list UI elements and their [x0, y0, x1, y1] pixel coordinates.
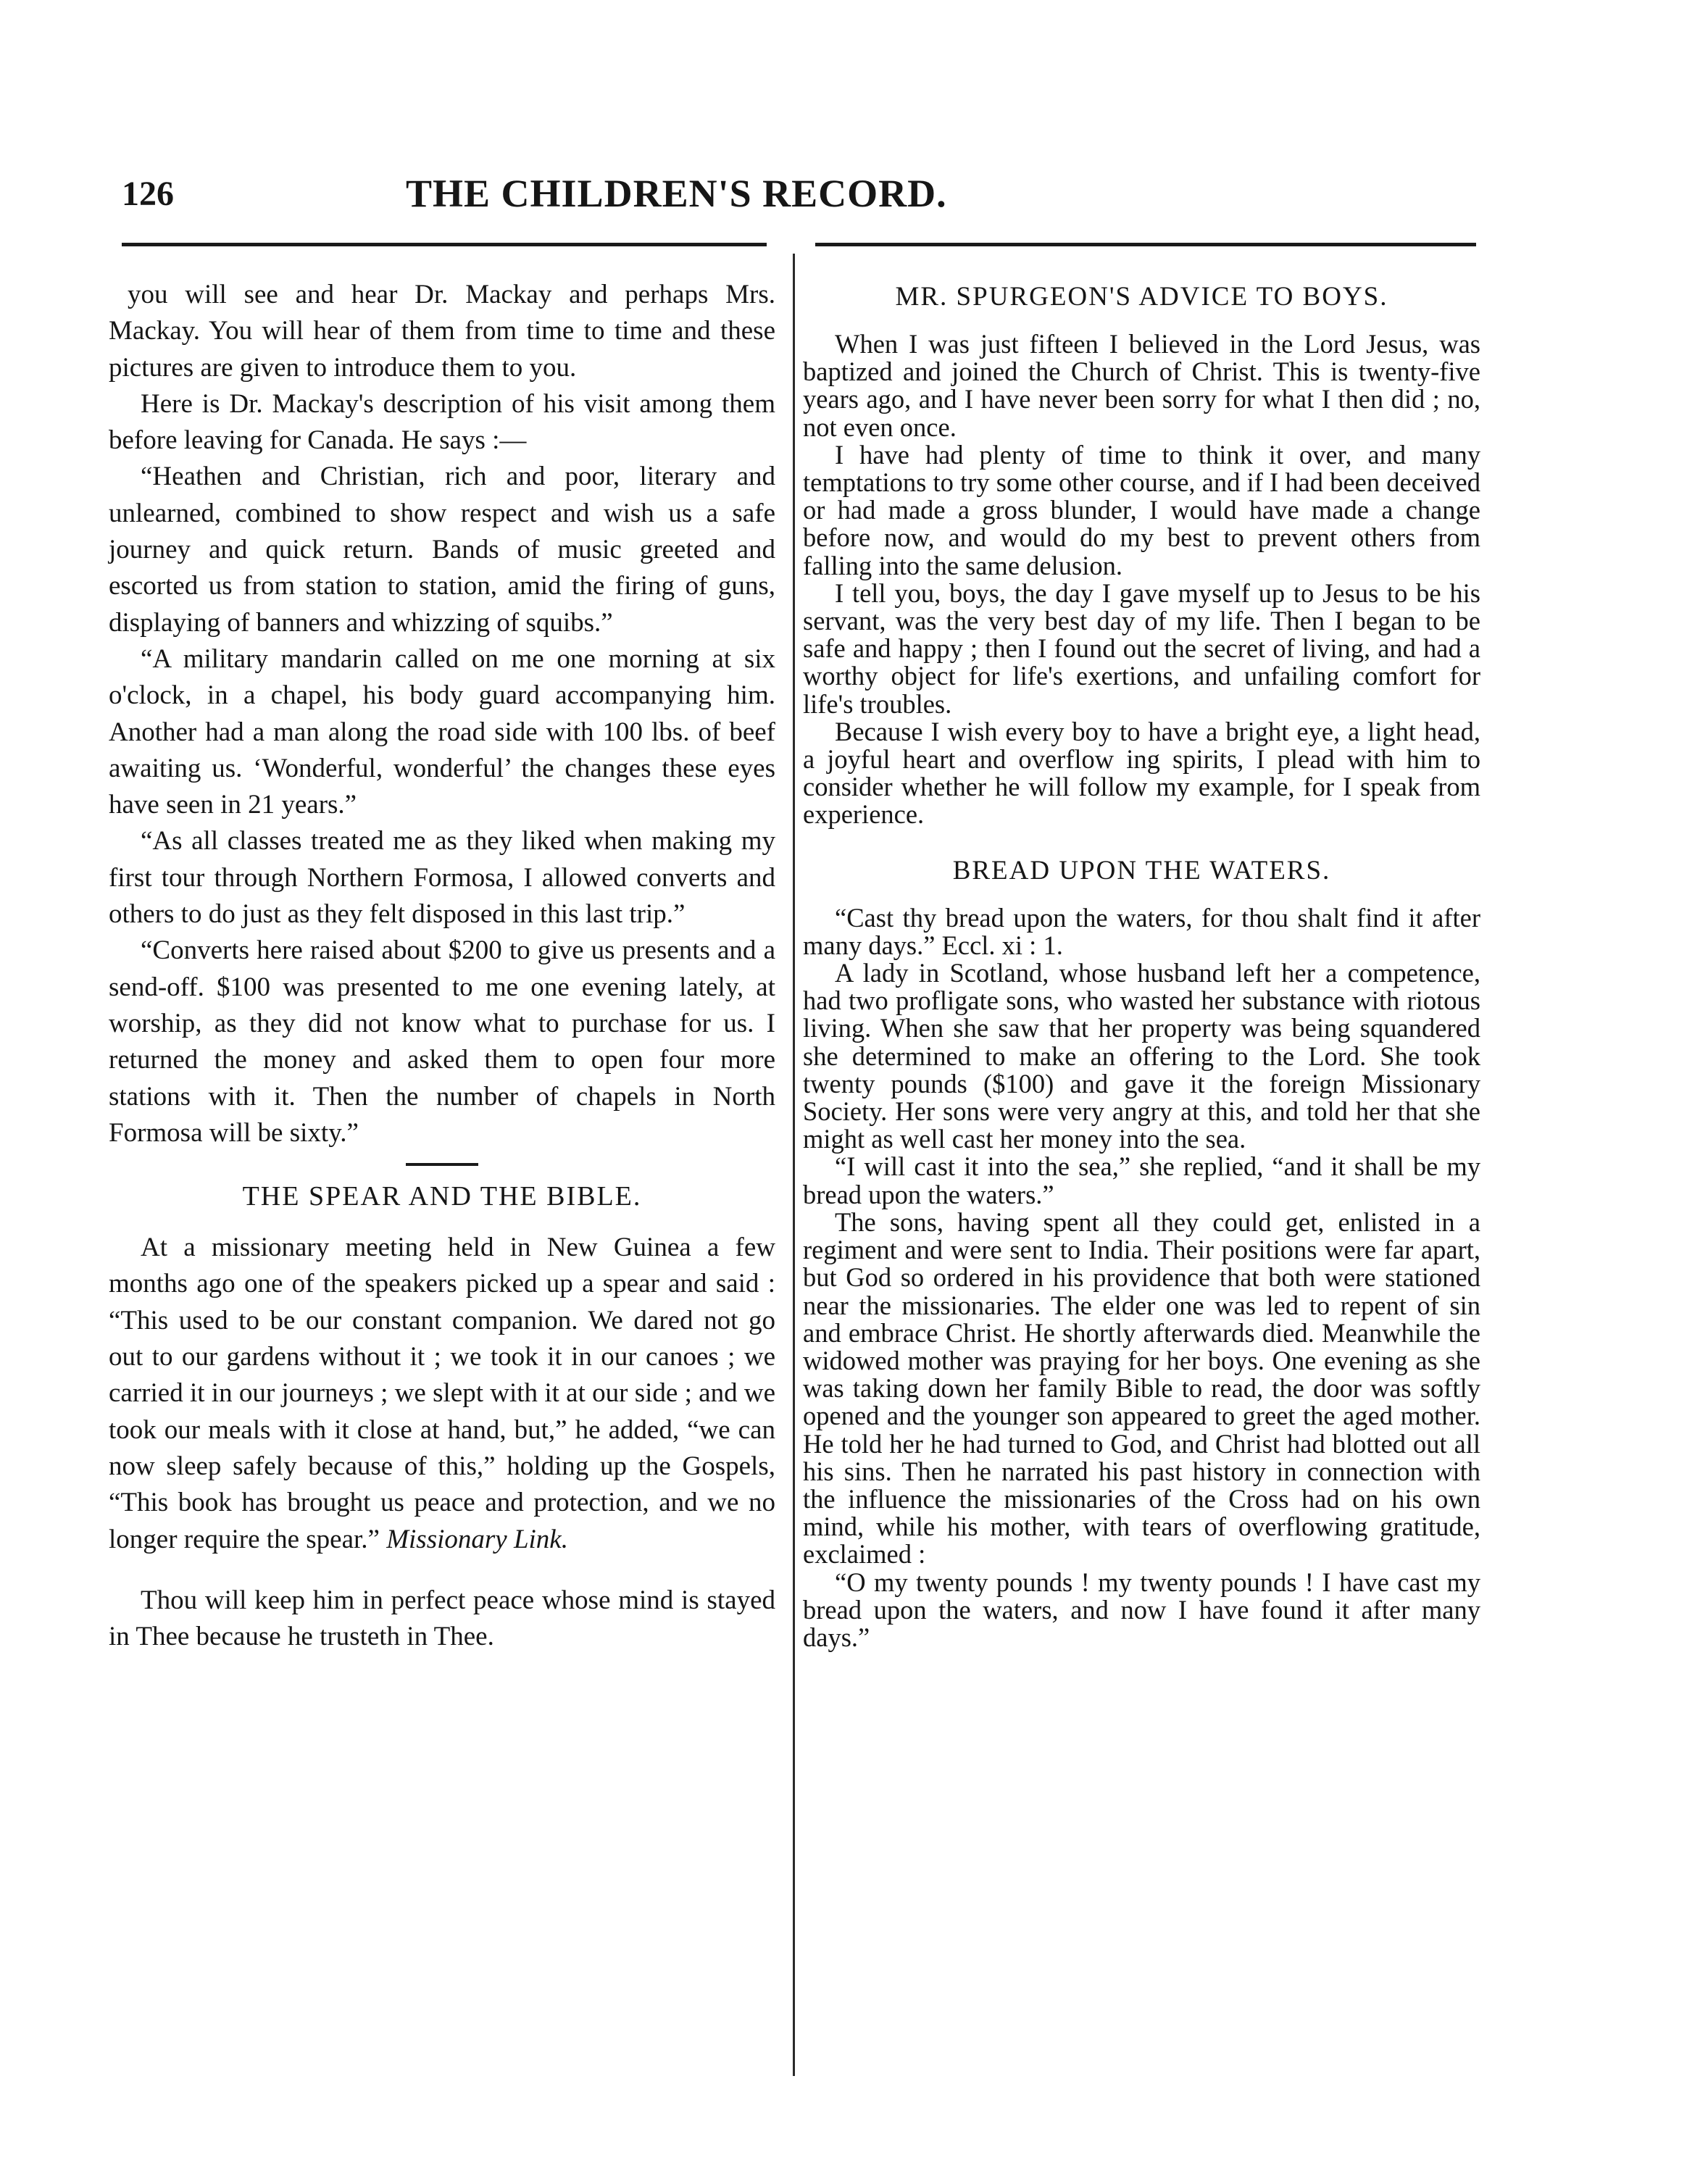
- paragraph: “Converts here raised about $200 to give us presents and a send-off. $100 was presented to me one evening lately, at worship, as they did not know what to purchase for us. I returned the money and asked them to open four more stations with it. Then the number of chapels in North Formosa will be sixty.”: [109, 935, 775, 1148]
- paragraph: I have had plenty of time to think it over, and many temptations to try some other course, and if I had been deceived or had made a gross blunder, I would have made a change before now, and would do my best to prevent others from falling into the same delusion.: [803, 439, 1480, 580]
- article-heading-bread-upon-waters: BREAD UPON THE WATERS.: [952, 855, 1331, 885]
- article-heading-spurgeon: MR. SPURGEON'S ADVICE TO BOYS.: [895, 282, 1388, 312]
- closing-verse: Thou will keep him in perfect peace whose mind is stayed in Thee because he trusteth in Thee.: [109, 1585, 775, 1652]
- page-number: 126: [122, 175, 174, 213]
- paragraph: Here is Dr. Mackay's description of his visit among them before leaving for Canada. He says :—: [109, 388, 775, 456]
- source-credit: Missionary Link.: [386, 1524, 568, 1554]
- paragraph: Because I wish every boy to have a bright eye, a light head, a joyful heart and overflow ing spirits, I plead with him to consider whether he will follow my example, for I speak from experience.: [803, 716, 1480, 830]
- paragraph: “Heathen and Christian, rich and poor, literary and unlearned, combined to show respect and wish us a safe journey and quick return. Bands of music greeted and escorted us from station to station, amid the firing of guns, displaying of banners and whizzing of squibs.”: [109, 462, 775, 638]
- epigraph: “Cast thy bread upon the waters, for thou shalt find it after many days.” Eccl. xi : 1.: [803, 902, 1480, 960]
- paragraph: A lady in Scotland, whose husband left her a competence, had two profligate sons, who wasted her substance with riotous living. When she saw that her property was being squandered she determined to make an offering to the Lord. She took twenty pounds ($100) and gave it the foreign Missionary Society. Her sons were very angry at this, and told her that she might as well cast her money into the sea.: [803, 958, 1480, 1154]
- paragraph: I tell you, boys, the day I gave myself up to Jesus to be his servant, was the very best day of my life. Then I began to be safe and happy ; then I found out the secret of living, and had a worthy object for life's exertions, and unfailing comfort for life's troubles.: [803, 578, 1480, 719]
- paragraph: [109, 1230, 775, 1558]
- paragraph: When I was just fifteen I believed in the Lord Jesus, was baptized and joined the Church of Christ. This is twenty-five years ago, and I have never been sorry for what I then did ; no, not even once.: [803, 329, 1480, 442]
- paragraph: you will see and hear Dr. Mackay and perhaps Mrs. Mackay. You will hear of them from time to time and these pictures are given to introduce them to you.: [109, 280, 775, 383]
- paragraph-text: At a missionary meeting held in New Guinea a few months ago one of the speakers picked up a spear and said : “This used to be our constant companion. We dared not go out to our gardens without it ; we took it in our canoes ; we carried it in our journeys ; we slept with it at our side ; and we took our meals with it close at hand, but,” he added, “we can now sleep safely because of this,” holding up the Gospels, “This book has brought us peace and protection, and we no longer require the spear.”: [109, 1233, 775, 1554]
- paragraph: “A military mandarin called on me one morning at six o'clock, in a chapel, his body guard accompanying him. Another had a man along the road side with 100 lbs. of beef awaiting us. ‘Wonderful, wonderful’ the changes these eyes have seen in 21 years.”: [109, 643, 775, 820]
- header-rule-right: [815, 243, 1476, 246]
- article-heading-spear-and-bible: THE SPEAR AND THE BIBLE.: [242, 1181, 642, 1212]
- left-column: [109, 277, 775, 1655]
- right-column: [803, 277, 1480, 1651]
- header-rule-left: [122, 243, 767, 246]
- running-head: THE CHILDREN'S RECORD.: [406, 172, 947, 215]
- column-divider: [793, 254, 795, 2076]
- paragraph: “O my twenty pounds ! my twenty pounds ! I have cast my bread upon the waters, and now I have found it after many days.”: [803, 1567, 1480, 1652]
- section-divider: [406, 1163, 478, 1166]
- paragraph: “As all classes treated me as they liked when making my first tour through Northern Formosa, I allowed converts and others to do just as they felt disposed in this last trip.”: [109, 826, 775, 930]
- paragraph: “I will cast it into the sea,” she replied, “and it shall be my bread upon the waters.”: [803, 1151, 1480, 1209]
- paragraph: The sons, having spent all they could get, enlisted in a regiment and were sent to India. Their positions were far apart, but God so ordered in his providence that both were stationed near the missionaries. The elder one was led to repent of sin and embrace Christ. He shortly afterwards died. Meanwhile the widowed mother was praying for her boys. One evening as she was taking down her family Bible to read, the door was softly opened and the younger son appeared to greet the aged mother. He told her he had turned to God, and Christ had blotted out all his sins. Then he narrated his past history in connection with the influence the missionaries of the Cross had on his own mind, while his mother, with tears of overflowing gratitude, exclaimed :: [803, 1206, 1480, 1570]
